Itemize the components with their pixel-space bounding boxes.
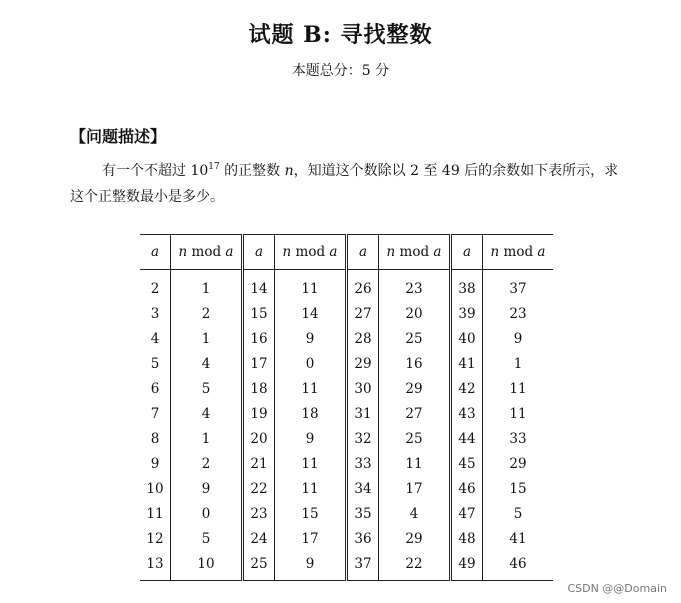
cell-divisor: 22 [250, 480, 268, 497]
cell-remainder: 9 [275, 326, 347, 351]
cell-remainder: 22 [379, 551, 451, 581]
cell-remainder: 5 [483, 501, 554, 526]
cell-divisor: 16 [250, 330, 268, 347]
table-header-row [140, 235, 553, 270]
table-row [140, 270, 553, 302]
table-row [140, 376, 553, 401]
cell-divisor: 31 [354, 405, 372, 422]
cell-divisor: 19 [250, 405, 268, 422]
cell-divisor: 8 [150, 430, 160, 447]
desc-exponent: 17 [208, 162, 220, 172]
cell-remainder: 11 [275, 376, 347, 401]
cell-divisor: 44 [458, 430, 476, 447]
cell-divisor: 48 [458, 530, 476, 547]
cell-divisor: 49 [458, 555, 476, 572]
cell-divisor: 27 [354, 305, 372, 322]
cell-remainder: 11 [275, 451, 347, 476]
table-row [140, 501, 553, 526]
cell-remainder: 16 [379, 351, 451, 376]
header-n-mod-a: n mod a [171, 235, 243, 270]
cell-divisor: 10 [146, 480, 164, 497]
cell-divisor: 26 [354, 280, 372, 297]
cell-divisor: 29 [354, 355, 372, 372]
cell-remainder: 29 [483, 451, 554, 476]
table-row [140, 351, 553, 376]
cell-divisor: 25 [250, 555, 268, 572]
cell-divisor: 41 [458, 355, 476, 372]
cell-remainder: 20 [379, 301, 451, 326]
cell-divisor: 39 [458, 305, 476, 322]
table-row [140, 451, 553, 476]
cell-remainder: 2 [171, 451, 243, 476]
cell-divisor: 35 [354, 505, 372, 522]
table-row [140, 526, 553, 551]
cell-divisor: 30 [354, 380, 372, 397]
cell-divisor: 40 [458, 330, 476, 347]
header-n-mod-a: n mod a [483, 235, 554, 270]
cell-remainder: 9 [275, 426, 347, 451]
cell-divisor: 15 [250, 305, 268, 322]
cell-divisor: 34 [354, 480, 372, 497]
desc-part-2: 的正整数 [219, 163, 285, 179]
header-a: a [254, 244, 264, 260]
cell-remainder: 9 [171, 476, 243, 501]
cell-remainder: 11 [483, 401, 554, 426]
cell-divisor: 17 [250, 355, 268, 372]
cell-remainder: 33 [483, 426, 554, 451]
cell-remainder: 29 [379, 526, 451, 551]
cell-remainder: 17 [275, 526, 347, 551]
cell-remainder: 27 [379, 401, 451, 426]
cell-divisor: 28 [354, 330, 372, 347]
cell-remainder: 17 [379, 476, 451, 501]
table-row [140, 476, 553, 501]
header-n-mod-a: n mod a [275, 235, 347, 270]
cell-divisor: 13 [146, 555, 164, 572]
cell-divisor: 43 [458, 405, 476, 422]
cell-remainder: 4 [171, 351, 243, 376]
cell-divisor: 46 [458, 480, 476, 497]
table-body [140, 270, 553, 581]
cell-remainder: 11 [379, 451, 451, 476]
cell-divisor: 32 [354, 430, 372, 447]
cell-divisor: 12 [146, 530, 164, 547]
cell-divisor: 20 [250, 430, 268, 447]
cell-divisor: 23 [250, 505, 268, 522]
cell-remainder: 1 [171, 426, 243, 451]
cell-divisor: 14 [250, 280, 268, 297]
cell-divisor: 37 [354, 555, 372, 572]
desc-variable: n [284, 163, 294, 179]
cell-remainder: 5 [171, 526, 243, 551]
cell-remainder: 4 [379, 501, 451, 526]
cell-remainder: 25 [379, 326, 451, 351]
cell-divisor: 45 [458, 455, 476, 472]
cell-divisor: 2 [150, 280, 160, 297]
cell-remainder: 46 [483, 551, 554, 581]
header-a: a [150, 244, 160, 260]
cell-divisor: 47 [458, 505, 476, 522]
cell-divisor: 24 [250, 530, 268, 547]
cell-remainder: 15 [483, 476, 554, 501]
cell-divisor: 7 [150, 405, 160, 422]
cell-remainder: 23 [379, 270, 451, 302]
cell-remainder: 37 [483, 270, 554, 302]
table-row [140, 551, 553, 581]
header-a: a [358, 244, 368, 260]
desc-part-1: 有一个不超过 10 [102, 163, 209, 179]
cell-remainder: 2 [171, 301, 243, 326]
desc-part-3: ，知道这个数除以 2 至 49 后的余数如下表所示，求这个正整数最小是多少。 [70, 163, 619, 205]
problem-title: 试题 B: 寻找整数 [248, 22, 433, 48]
cell-remainder: 1 [171, 270, 243, 302]
cell-remainder: 0 [171, 501, 243, 526]
cell-remainder: 15 [275, 501, 347, 526]
cell-remainder: 14 [275, 301, 347, 326]
cell-divisor: 21 [250, 455, 268, 472]
watermark: CSDN @@Domain [567, 582, 667, 595]
cell-divisor: 5 [150, 355, 160, 372]
cell-remainder: 5 [171, 376, 243, 401]
header-n-mod-a: n mod a [379, 235, 451, 270]
cell-remainder: 23 [483, 301, 554, 326]
header-a: a [462, 244, 472, 260]
cell-remainder: 10 [171, 551, 243, 581]
cell-remainder: 11 [275, 270, 347, 302]
cell-remainder: 0 [275, 351, 347, 376]
cell-divisor: 42 [458, 380, 476, 397]
cell-remainder: 29 [379, 376, 451, 401]
table-row [140, 301, 553, 326]
cell-divisor: 3 [150, 305, 160, 322]
problem-score: 本题总分：5 分 [291, 63, 390, 79]
cell-remainder: 25 [379, 426, 451, 451]
cell-remainder: 9 [275, 551, 347, 581]
cell-remainder: 18 [275, 401, 347, 426]
cell-divisor: 6 [150, 380, 160, 397]
cell-divisor: 18 [250, 380, 268, 397]
cell-remainder: 11 [483, 376, 554, 401]
table-row [140, 401, 553, 426]
section-heading: 【问题描述】 [70, 127, 167, 146]
cell-divisor: 36 [354, 530, 372, 547]
cell-divisor: 4 [150, 330, 160, 347]
cell-remainder: 9 [483, 326, 554, 351]
cell-remainder: 4 [171, 401, 243, 426]
cell-divisor: 11 [146, 505, 164, 522]
table-row [140, 426, 553, 451]
cell-remainder: 11 [275, 476, 347, 501]
problem-description [70, 158, 630, 210]
cell-remainder: 1 [171, 326, 243, 351]
cell-remainder: 41 [483, 526, 554, 551]
cell-divisor: 38 [458, 280, 476, 297]
table-row [140, 326, 553, 351]
cell-divisor: 9 [150, 455, 160, 472]
cell-remainder: 1 [483, 351, 554, 376]
cell-divisor: 33 [354, 455, 372, 472]
remainder-table [140, 234, 553, 581]
